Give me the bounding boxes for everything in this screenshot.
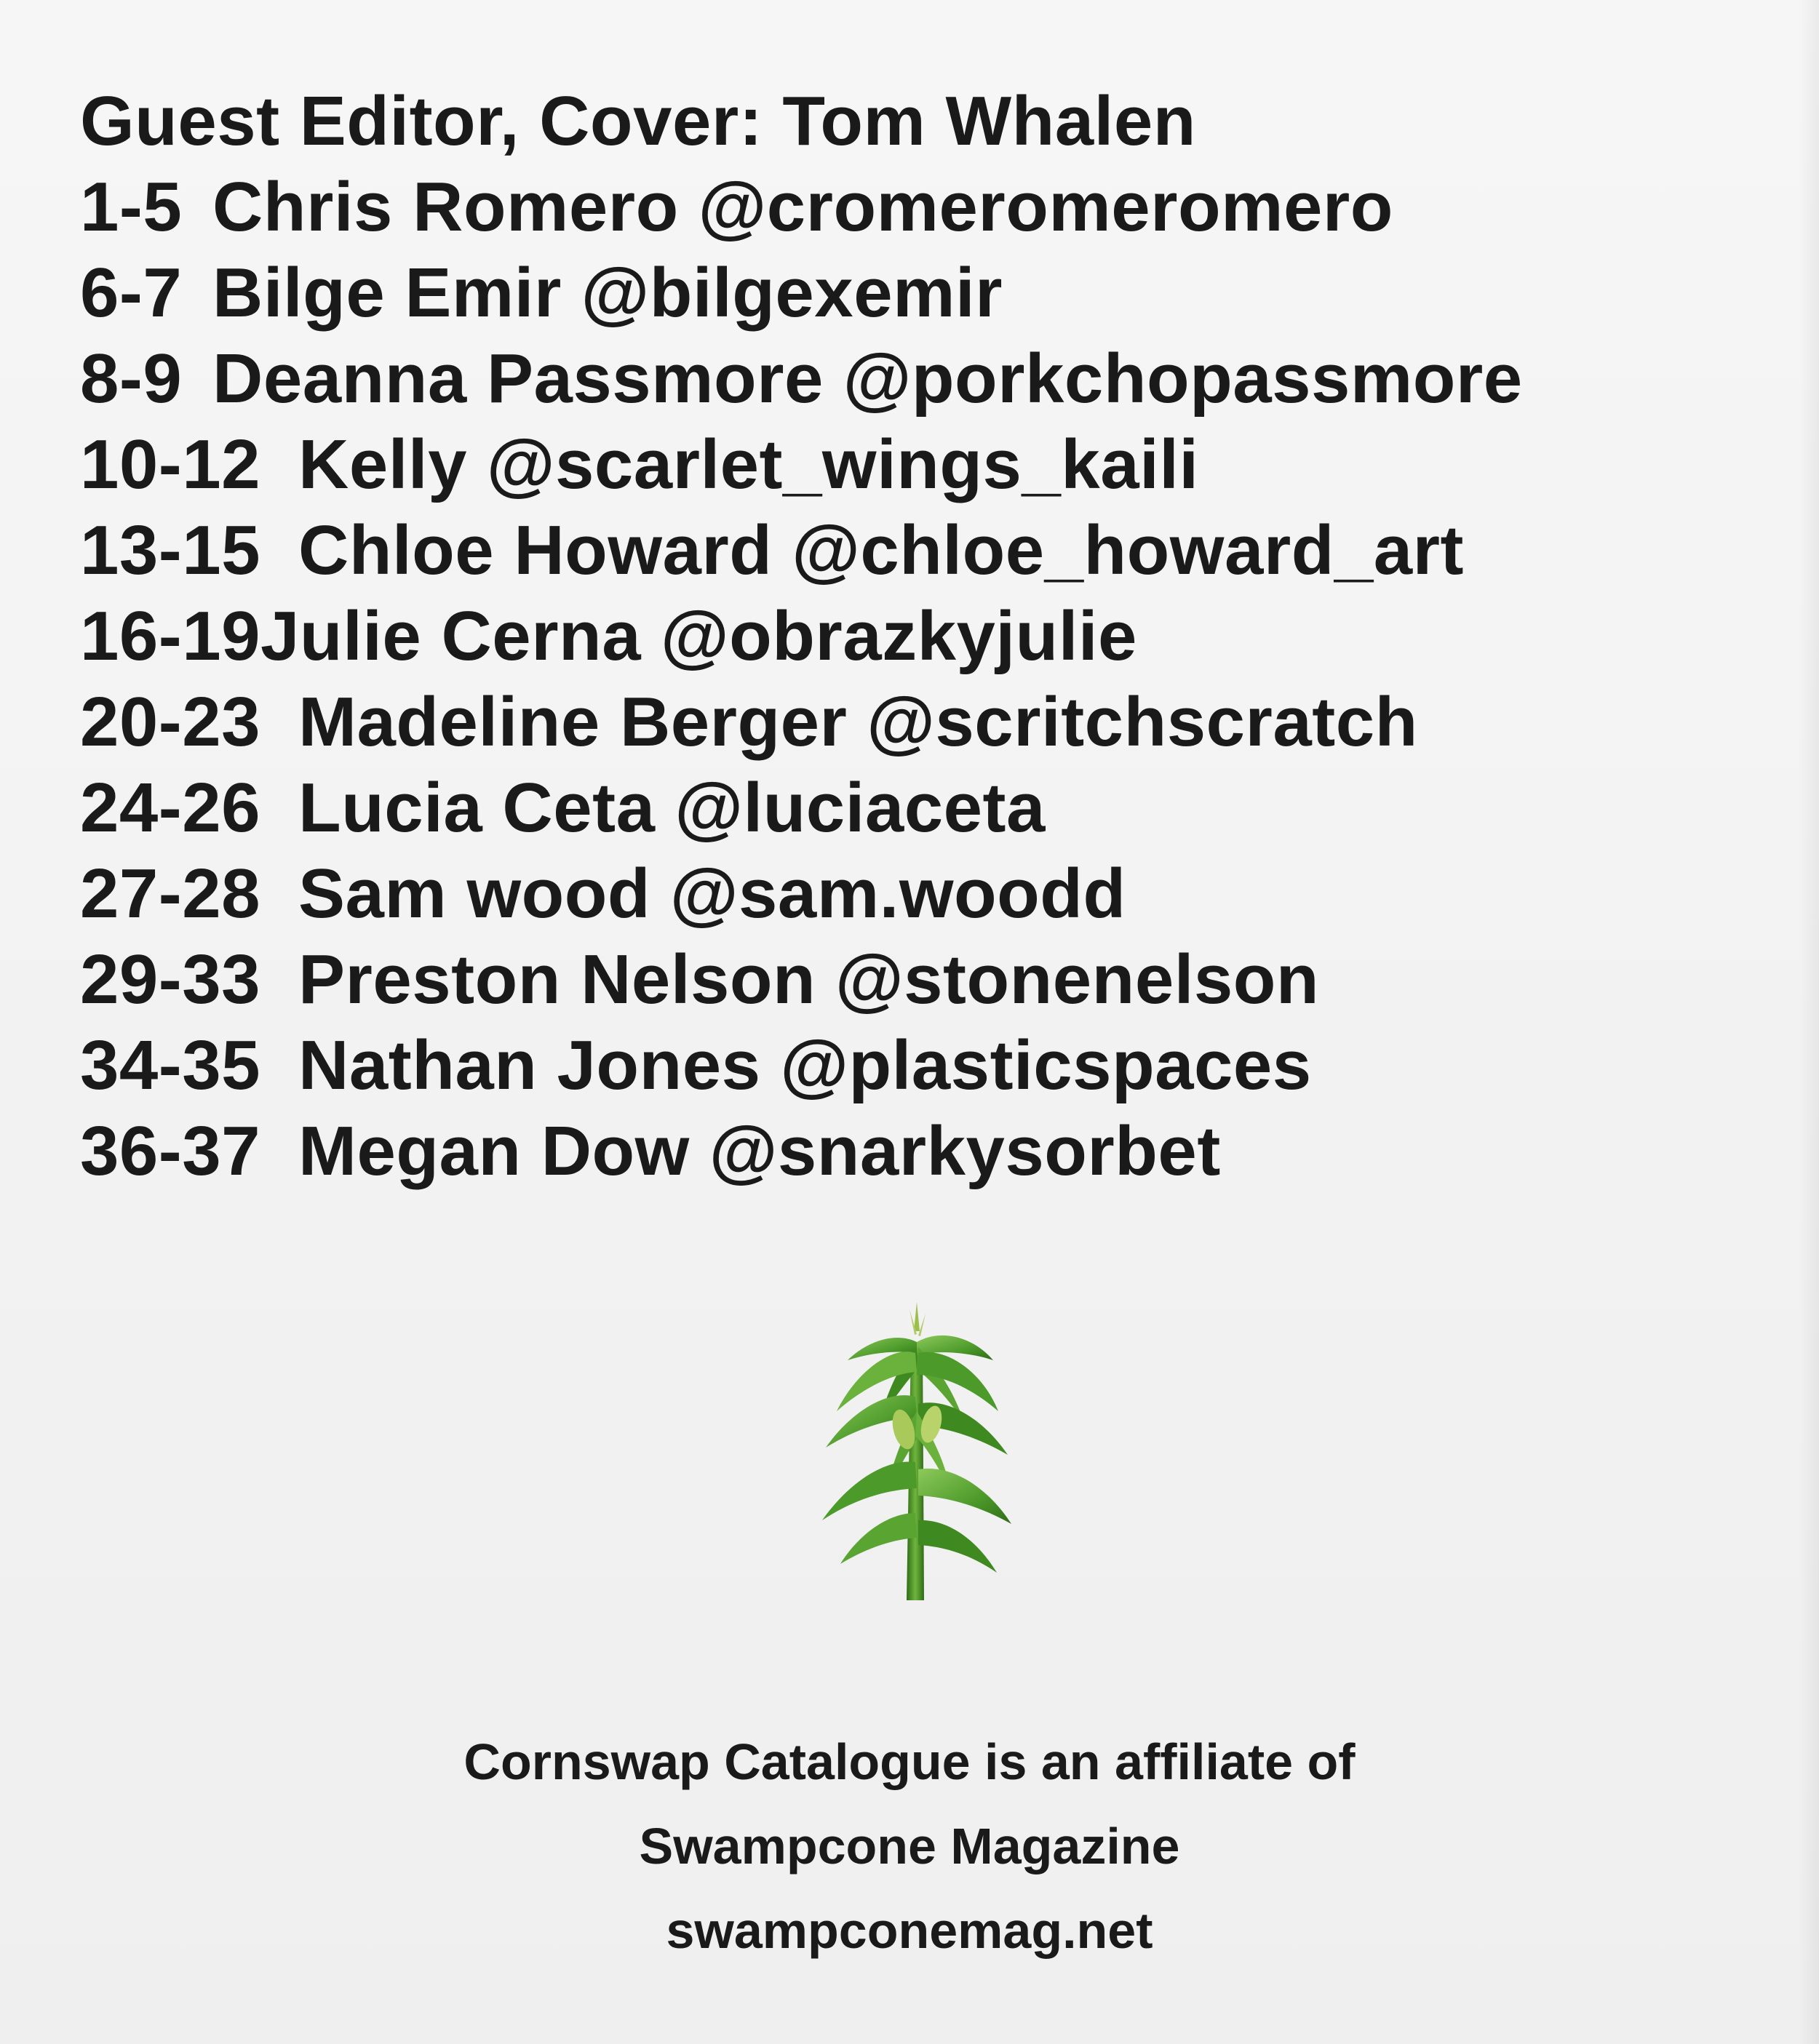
credit-entry <box>80 765 1754 851</box>
contributor-name: Bilge Emir <box>212 254 562 332</box>
contributor-name: Chloe Howard <box>298 511 773 589</box>
contributor-handle: @obrazkyjulie <box>660 597 1137 675</box>
contributor-credits-list <box>80 79 1754 1194</box>
page-range: 8-9 <box>80 340 183 418</box>
corn-plant-icon <box>808 1302 1026 1608</box>
credit-entry <box>80 1023 1754 1109</box>
magazine-website: swampconemag.net <box>666 1902 1153 1959</box>
contributor-name: Lucia Ceta <box>298 769 656 847</box>
guest-editor-text: Guest Editor, Cover: Tom Whalen <box>80 82 1196 160</box>
affiliate-statement: Cornswap Catalogue is an affiliate of <box>463 1733 1356 1790</box>
page-range: 27-28 <box>80 855 261 933</box>
credit-entry <box>80 508 1754 594</box>
credit-entry <box>80 422 1754 508</box>
page-range: 13-15 <box>80 511 261 589</box>
contributor-name: Kelly <box>298 426 467 503</box>
page-range: 1-5 <box>80 168 183 246</box>
magazine-name: Swampcone Magazine <box>639 1818 1180 1875</box>
contributor-name: Madeline Berger <box>298 683 848 761</box>
contributor-name: Megan Dow <box>298 1112 690 1190</box>
page-range: 24-26 <box>80 769 261 847</box>
page-range: 36-37 <box>80 1112 261 1190</box>
contributor-handle: @stonenelson <box>835 941 1320 1018</box>
credit-entry <box>80 336 1754 422</box>
credit-entry <box>80 851 1754 937</box>
contributor-name: Deanna Passmore <box>212 340 824 418</box>
contributor-handle: @snarkysorbet <box>709 1112 1221 1190</box>
page-range: 16-19 <box>80 597 261 675</box>
contributor-name: Preston Nelson <box>298 941 816 1018</box>
credit-entry <box>80 1109 1754 1194</box>
contributor-handle: @bilgexemir <box>581 254 1003 332</box>
page-range: 29-33 <box>80 941 261 1018</box>
credit-entry <box>80 250 1754 336</box>
contributor-handle: @scarlet_wings_kaili <box>486 426 1199 503</box>
contributor-handle: @cromeromeromero <box>698 168 1393 246</box>
credit-entry <box>80 594 1754 679</box>
contributor-name: Chris Romero <box>212 168 679 246</box>
contributor-handle: @plasticspaces <box>780 1026 1312 1104</box>
contributor-name: Nathan Jones <box>298 1026 761 1104</box>
guest-editor-line <box>80 79 1754 164</box>
page-range: 10-12 <box>80 426 261 503</box>
contributor-handle: @sam.woodd <box>669 855 1126 933</box>
contributor-name: Sam wood <box>298 855 651 933</box>
credit-entry <box>80 164 1754 250</box>
page-range: 20-23 <box>80 683 261 761</box>
contributor-handle: @chloe_howard_art <box>792 511 1464 589</box>
page-range: 34-35 <box>80 1026 261 1104</box>
contributor-handle: @scritchscratch <box>867 683 1418 761</box>
contributor-handle: @porkchopassmore <box>843 340 1523 418</box>
page-range: 6-7 <box>80 254 183 332</box>
contributor-name: Julie Cerna <box>260 597 642 675</box>
credit-entry <box>80 937 1754 1023</box>
contributor-handle: @luciaceta <box>674 769 1046 847</box>
credit-entry <box>80 679 1754 765</box>
